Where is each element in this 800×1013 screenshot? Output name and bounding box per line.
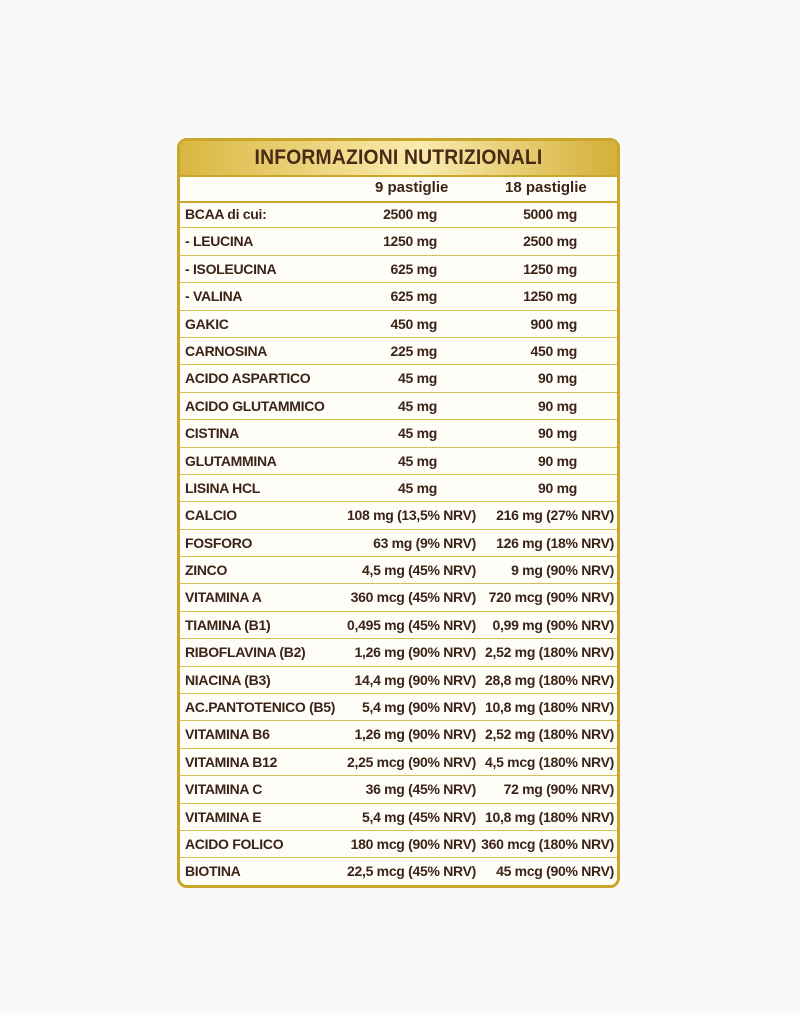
value-18-tablets: 2,52 mg (180% NRV) [485,644,614,661]
value-9-tablets: 45 mg [398,425,437,442]
table-row [180,530,617,557]
table-row [180,858,617,885]
value-18-tablets: 360 mcg (180% NRV) [481,835,614,852]
nutrient-name: CISTINA [185,425,239,442]
nutrient-name: VITAMINA C [185,781,263,798]
value-9-tablets: 45 mg [398,397,437,414]
value-18-tablets: 90 mg [538,397,577,414]
nutrient-name: - VALINA [185,288,243,305]
value-9-tablets: 5,4 mg (45% NRV) [362,808,476,825]
table-row [180,393,617,420]
value-18-tablets: 5000 mg [523,206,577,222]
value-9-tablets: 225 mg [390,342,437,359]
nutrient-name: ACIDO GLUTAMMICO [185,397,325,414]
value-9-tablets: 36 mg (45% NRV) [365,781,476,798]
value-18-tablets: 72 mg (90% NRV) [503,781,614,798]
value-18-tablets: 450 mg [530,342,577,359]
table-row [180,420,617,447]
table-row [180,475,617,502]
value-18-tablets: 1250 mg [523,288,577,305]
table-row [180,667,617,694]
nutrient-name: AC.PANTOTENICO (B5) [185,699,336,716]
value-18-tablets: 10,8 mg (180% NRV) [485,699,614,716]
nutrient-name: LISINA HCL [185,479,261,496]
table-header [180,141,617,177]
value-18-tablets: 0,99 mg (90% NRV) [492,616,614,633]
value-18-tablets: 900 mg [530,315,577,332]
table-body [180,201,617,886]
value-9-tablets: 45 mg [398,370,437,387]
nutrient-name: ACIDO FOLICO [185,835,284,852]
nutrient-name: BIOTINA [185,863,241,880]
value-9-tablets: 14,4 mg (90% NRV) [354,671,476,688]
nutrient-name: - ISOLEUCINA [185,260,277,277]
value-9-tablets: 45 mg [398,479,437,496]
value-9-tablets: 45 mg [398,452,437,469]
nutrient-name: CALCIO [185,507,237,524]
value-9-tablets: 625 mg [390,288,437,305]
value-9-tablets: 1,26 mg (90% NRV) [354,644,476,661]
table-row [180,228,617,255]
value-18-tablets: 9 mg (90% NRV) [511,562,614,579]
value-18-tablets: 90 mg [538,425,577,442]
value-18-tablets: 4,5 mcg (180% NRV) [485,753,614,770]
value-9-tablets: 2,25 mcg (90% NRV) [347,753,476,770]
nutrient-name: RIBOFLAVINA (B2) [185,644,306,661]
value-9-tablets: 108 mg (13,5% NRV) [347,507,476,524]
nutrient-name: TIAMINA (B1) [185,616,271,633]
value-9-tablets: 1250 mg [383,233,437,250]
table-row [180,448,617,475]
nutrient-name: FOSFORO [185,534,253,551]
nutrient-name: VITAMINA B6 [185,726,270,743]
nutrition-table [177,138,620,888]
nutrient-name: VITAMINA A [185,589,262,606]
value-9-tablets: 1,26 mg (90% NRV) [354,726,476,743]
table-row [180,338,617,365]
table-row [180,365,617,392]
table-row [180,749,617,776]
nutrient-name: CARNOSINA [185,342,268,359]
nutrient-name: - LEUCINA [185,233,254,250]
table-row [180,557,617,584]
value-9-tablets: 625 mg [390,260,437,277]
value-9-tablets: 22,5 mcg (45% NRV) [347,863,476,880]
value-18-tablets: 90 mg [538,452,577,469]
nutrient-name: VITAMINA B12 [185,753,278,770]
table-row [180,612,617,639]
table-row [180,776,617,803]
value-18-tablets: 1250 mg [523,260,577,277]
value-18-tablets: 720 mcg (90% NRV) [488,589,614,606]
value-9-tablets: 0,495 mg (45% NRV) [347,616,476,633]
value-18-tablets: 90 mg [538,479,577,496]
table-row [180,694,617,721]
nutrient-name: VITAMINA E [185,808,262,825]
value-9-tablets: 450 mg [390,315,437,332]
table-row [180,201,617,228]
table-row [180,311,617,338]
column-headers [180,177,617,203]
nutrient-name: ACIDO ASPARTICO [185,370,311,387]
value-9-tablets: 4,5 mg (45% NRV) [362,562,476,579]
nutrient-name: GLUTAMMINA [185,452,277,469]
value-9-tablets: 360 mcg (45% NRV) [350,589,476,606]
value-18-tablets: 10,8 mg (180% NRV) [485,808,614,825]
value-9-tablets: 2500 mg [383,206,437,222]
nutrient-name: ZINCO [185,562,228,579]
column-header-18: 18 pastiglie [505,179,587,196]
nutrient-name: NIACINA (B3) [185,671,271,688]
value-18-tablets: 126 mg (18% NRV) [496,534,614,551]
table-row [180,639,617,666]
table-row [180,256,617,283]
nutrient-name: BCAA di cui: [185,206,267,222]
table-row [180,831,617,858]
table-row [180,584,617,611]
value-18-tablets: 28,8 mg (180% NRV) [485,671,614,688]
table-row [180,804,617,831]
value-18-tablets: 2500 mg [523,233,577,250]
value-18-tablets: 45 mcg (90% NRV) [496,863,614,880]
table-row [180,502,617,529]
value-18-tablets: 90 mg [538,370,577,387]
value-18-tablets: 216 mg (27% NRV) [496,507,614,524]
value-9-tablets: 5,4 mg (90% NRV) [362,699,476,716]
value-9-tablets: 180 mcg (90% NRV) [350,835,476,852]
column-header-9: 9 pastiglie [375,179,449,196]
value-9-tablets: 63 mg (9% NRV) [373,534,476,551]
table-title: INFORMAZIONI NUTRIZIONALI [254,146,543,169]
nutrient-name: GAKIC [185,315,229,332]
value-18-tablets: 2,52 mg (180% NRV) [485,726,614,743]
table-row [180,721,617,748]
table-row [180,283,617,310]
